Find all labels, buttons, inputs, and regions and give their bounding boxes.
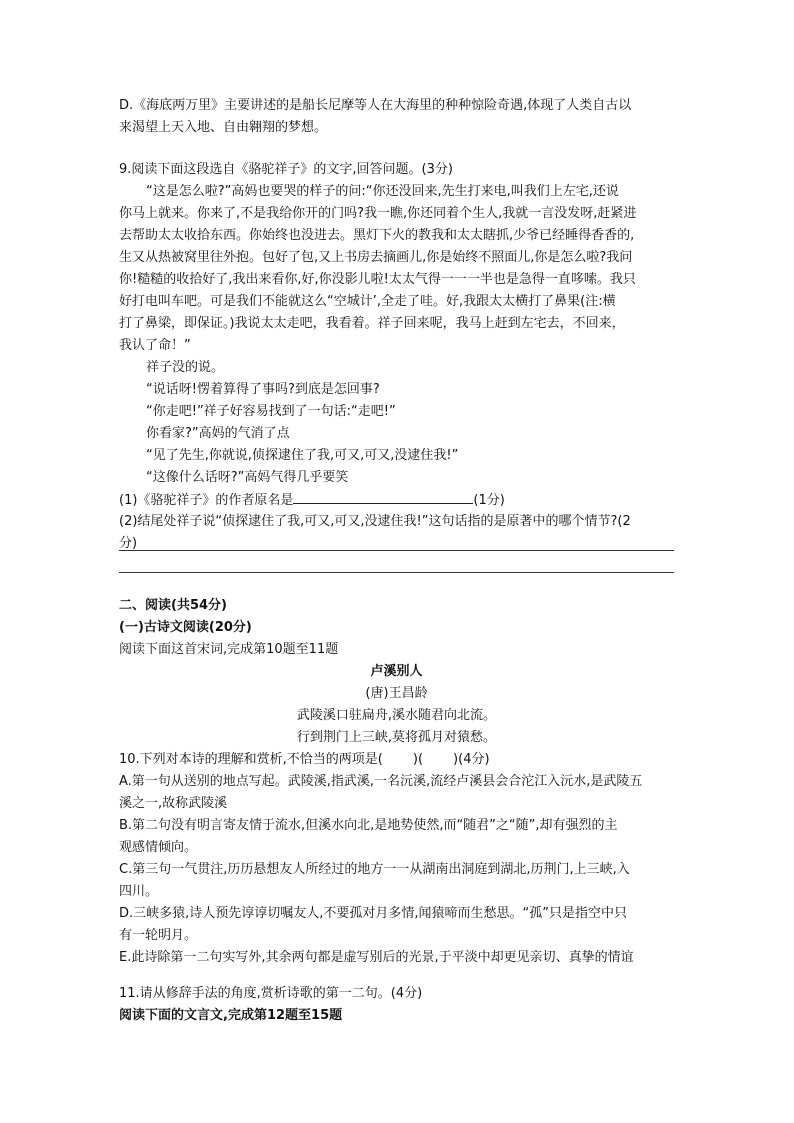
passage-line: “这是怎么啦?”高妈也要哭的样子的问:“你还没回来,先生打来电,叫我们上左宅,还说 xyxy=(146,184,619,199)
author-answer-blank[interactable] xyxy=(293,489,473,504)
passage-line: 打了鼻梁，即保证。)我说太太走吧，我看着。祥子回来呢，我马上赶到左宅去，不回来， xyxy=(119,316,625,331)
q10-stem xyxy=(119,749,490,771)
poem-line-1: 武陵溪口驻扁舟,溪水随君向北流。 xyxy=(296,708,497,723)
q10-option-a-line2: 溪之一,故称武陵溪 xyxy=(119,796,228,811)
section-2-title: 二、阅读(共54分) xyxy=(119,598,227,613)
next-instruction: 阅读下面的文言文,完成第12题至15题 xyxy=(119,1008,343,1023)
answer-line-1[interactable] xyxy=(119,550,674,551)
q8-option-d-line2: 来渴望上天入地、自由翱翔的梦想。 xyxy=(119,120,328,135)
passage-line: 生又从热被窝里往外抱。包好了包,又上书房去摘画儿,你是始终不照面儿,你是怎么啦?我问 xyxy=(119,250,633,265)
answer-line-2[interactable] xyxy=(119,572,674,573)
q9-sub1 xyxy=(119,489,505,512)
q9-sub1-suffix: (1分) xyxy=(473,493,505,508)
q9-sub2-line2: 分) xyxy=(119,536,138,551)
q10-option-a-line1: A.第一句从送别的地点写起。武陵溪,指武溪,一名沅溪,流经卢溪县会合沱江入沅水,是武陵五 xyxy=(119,774,643,789)
dialogue-line: 你看家?”高妈的气消了点 xyxy=(146,426,290,441)
passage-line: 好打电叫车吧。可是我们不能就这么“空城计’,全走了哇。好,我跟太太横打了鼻果(注:横 xyxy=(119,294,616,309)
dialogue-line: “见了先生,你就说,侦探逮住了我,可又,可又,没逮住我!” xyxy=(146,448,459,463)
section-instruction: 阅读下面这首宋词,完成第10题至11题 xyxy=(119,642,339,657)
passage-line: 我认了命！” xyxy=(119,338,191,353)
passage-line: 你!糙糙的收拾好了,我出来看你,好,你没影儿啦!太太气得一一一半也是急得一直哆嗦。我只 xyxy=(119,272,636,287)
q9-sub2-line1: (2)结尾处祥子说“侦探逮住了我,可又,可又,没逮住我!”这句话指的是原著中的哪个情节?(2 xyxy=(119,514,631,529)
q10-option-b-line2: 观感情倾向。 xyxy=(119,840,198,855)
passage-line: 去帮助太太收拾东西。你始终也没进去。黑灯下火的教我和太太瞎抓,少爷已经睡得香香的, xyxy=(119,228,635,243)
dialogue-line: “你走吧!”祥子好容易找到了一句话:“走吧!” xyxy=(146,404,396,419)
q10-stem-a: 10.下列对本诗的理解和赏析,不恰当的两项是( xyxy=(119,752,383,767)
poem-line-2: 行到荆门上三峡,莫将孤月对猿愁。 xyxy=(296,730,497,745)
q10-option-b-line1: B.第二句没有明言寄友情于流水,但溪水向北,是地势使然,而“随君”之“随”,却有强烈的主 xyxy=(119,818,618,833)
q10-option-e: E.此诗除第一二句实写外,其余两句都是虚写别后的光景,于平淡中却更见亲切、真挚的情谊 xyxy=(119,950,634,965)
q11-stem: 11.请从修辞手法的角度,赏析诗歌的第一二句。(4分) xyxy=(119,986,423,1001)
q8-option-d-line1: D.《海底两万里》主要讲述的是船长尼摩等人在大海里的种种惊险奇遇,体现了人类自古以 xyxy=(119,98,632,113)
passage-line: 你马上就来。你来了,不是我给你开的门吗?我一瞧,你还同着个生人,我就一言没发呀,赶紧进 xyxy=(119,206,637,221)
q10-option-d-line2: 有一轮明月。 xyxy=(119,928,198,943)
dialogue-line: 祥子没的说。 xyxy=(146,360,225,375)
poem-author: (唐)王昌龄 xyxy=(365,686,428,701)
poem-title: 卢溪别人 xyxy=(370,664,423,679)
q10-option-d-line1: D.三峡多猿,诗人预先谆谆切嘱友人,不要孤对月多情,闻猿啼而生愁思。“孤”只是指空中只 xyxy=(119,906,628,921)
q9-sub1-prefix: (1)《骆驼祥子》的作者原名是 xyxy=(119,493,294,508)
dialogue-line: “说话呀!愣着算得了事吗?到底是怎回事? xyxy=(146,382,380,397)
q10-stem-c: )(4分) xyxy=(453,752,490,767)
q10-option-c-line2: 四川。 xyxy=(119,884,159,899)
dialogue-line: “这像什么话呀?”高妈气得几乎要笑 xyxy=(146,470,349,485)
q9-heading: 9.阅读下面这段选自《骆驼祥子》的文字,回答问题。(3分) xyxy=(119,162,453,177)
q10-stem-b: )( xyxy=(412,752,424,767)
q10-option-c-line1: C.第三句一气贯注,历历悬想友人所经过的地方一一从湖南出洞庭到湖北,历荆门,上三峡,入 xyxy=(119,862,630,877)
subsection-title: (一)古诗文阅读(20分) xyxy=(119,620,252,635)
